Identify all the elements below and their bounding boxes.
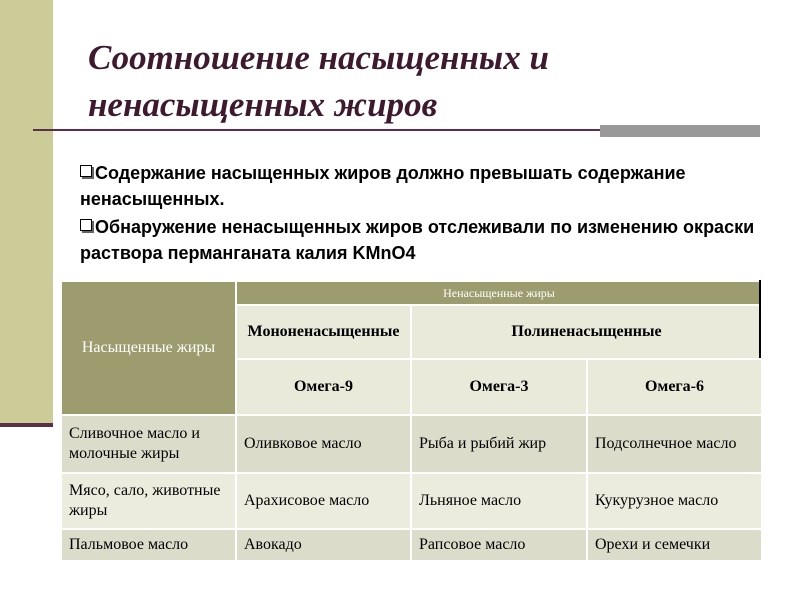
table-cell: Кукурузное масло (587, 473, 762, 529)
bullet-item (80, 160, 780, 212)
table-edge-line (759, 280, 761, 358)
table-cell: Подсолнечное масло (587, 415, 762, 473)
table-cell: Арахисовое масло (236, 473, 411, 529)
table-cell: Авокадо (236, 529, 411, 561)
header-omega-9: Омега-9 (236, 359, 411, 415)
header-polyunsaturated: Полиненасыщенные (411, 305, 762, 359)
header-omega-6: Омега-6 (587, 359, 762, 415)
bullet-text: Обнаружение ненасыщенных жиров отслеживали по изменению окраски раствора перманганата калия KMnO4 (80, 217, 755, 263)
header-unsaturated: Ненасыщенные жиры (236, 281, 762, 305)
header-saturated: Насыщенные жиры (61, 281, 236, 415)
table-cell: Пальмовое масло (61, 529, 236, 561)
table-cell: Рапсовое масло (411, 529, 587, 561)
checkbox-bullet-icon (80, 165, 92, 177)
table-cell: Льняное масло (411, 473, 587, 529)
table-row (61, 415, 762, 473)
header-monounsaturated: Мононенасыщенные (236, 305, 411, 359)
sidebar-bottom-rule (0, 423, 53, 427)
table-row (61, 529, 762, 561)
table-row (61, 473, 762, 529)
table-cell: Рыба и рыбий жир (411, 415, 587, 473)
bullet-text: Содержание насыщенных жиров должно превышать содержание ненасыщенных. (80, 163, 686, 209)
title-rule-accent (600, 125, 760, 137)
table-cell: Орехи и семечки (587, 529, 762, 561)
slide-title: Соотношение насыщенных и ненасыщенных жиров (88, 38, 549, 124)
table-cell: Оливковое масло (236, 415, 411, 473)
bullet-item (80, 214, 780, 266)
checkbox-bullet-icon (80, 219, 92, 231)
fats-table (60, 280, 763, 562)
table-cell: Сливочное масло и молочные жиры (61, 415, 236, 473)
header-omega-3: Омега-3 (411, 359, 587, 415)
sidebar-decoration (0, 0, 53, 423)
bullet-list (80, 160, 780, 268)
table-cell: Мясо, сало, животные жиры (61, 473, 236, 529)
